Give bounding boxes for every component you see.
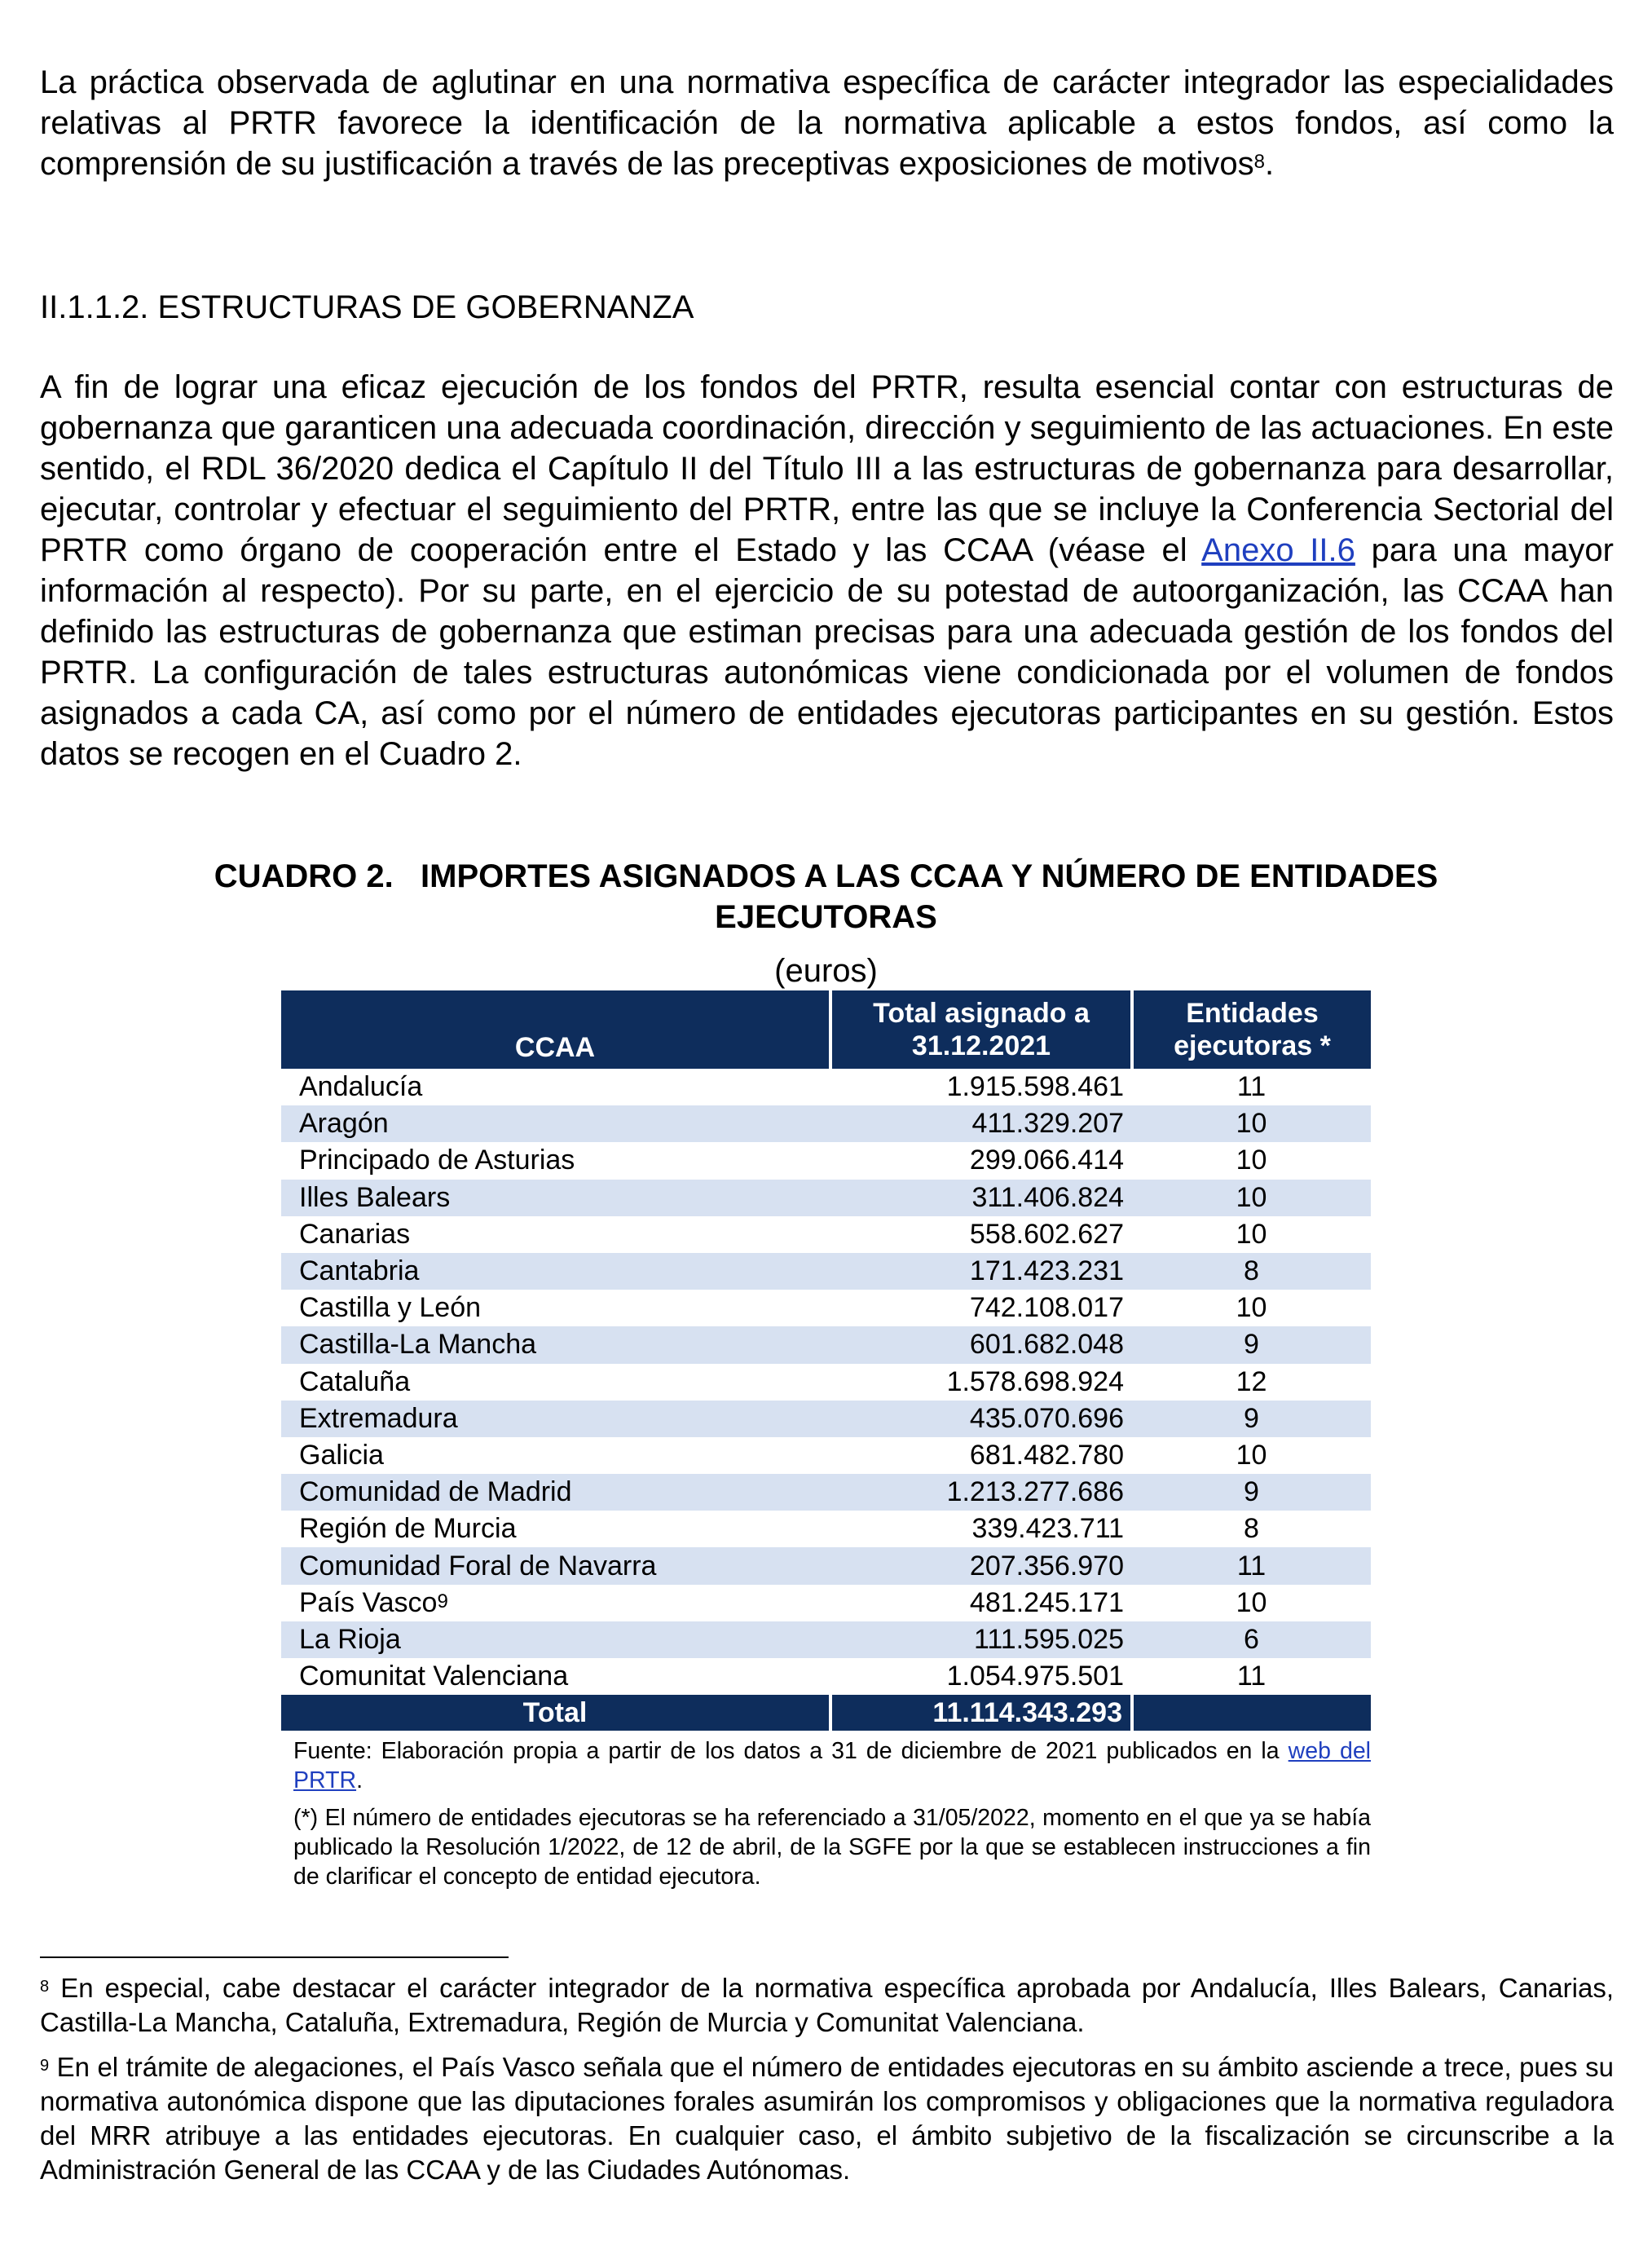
footnote-ref-9[interactable]: 9 (437, 1590, 448, 1612)
row-amount: 1.054.975.501 (946, 1661, 1124, 1692)
table-row (281, 1474, 1371, 1511)
row-count: 10 (1236, 1145, 1267, 1176)
row-count: 10 (1236, 1439, 1267, 1471)
table-row (281, 1621, 1371, 1658)
row-name: Comunitat Valenciana (299, 1661, 569, 1692)
footnote-8 (40, 1971, 1614, 2040)
row-name: Comunidad Foral de Navarra (281, 1547, 830, 1584)
row-amount: 111.595.025 (830, 1621, 1132, 1658)
table-row (281, 1547, 1371, 1584)
prtr-web-link[interactable]: web del PRTR (293, 1738, 1372, 1793)
table-title-line-1: CUADRO 2. IMPORTES ASIGNADOS A LAS CCAA Y NÚMERO DE ENTIDADES (214, 858, 1438, 894)
asterisk-note: (*) El número de entidades ejecutoras se ha referenciado a 31/05/2022, momento en el que ya se había publicado la Resolución 1/2022, de 12 de abril, de la SGFE por la que se establecen instrucciones a fin de clarificar el concepto de entidad ejecutora. (293, 1805, 1371, 1890)
row-name: La Rioja (281, 1621, 830, 1658)
header-total-line-1: Total asignado a (873, 998, 1090, 1029)
row-amount: 601.682.048 (830, 1326, 1132, 1363)
row-count: 10 (1132, 1105, 1371, 1142)
total-count (1132, 1695, 1371, 1731)
intro-paragraph-text: La práctica observada de aglutinar en una normativa específica de carácter integrador las especialidades relativas al PRTR favorece la identificación de la normativa aplicable a estos fondos, así como la comprensión de su justificación a través de las preceptivas exposiciones de motivos (40, 64, 1614, 182)
row-amount: 481.245.171 (969, 1586, 1124, 1618)
intro-paragraph-end: . (1265, 146, 1275, 182)
table-row (281, 1069, 1371, 1105)
table-row (281, 1585, 1371, 1621)
row-name: Galicia (299, 1439, 384, 1471)
row-amount: 681.482.780 (969, 1439, 1124, 1471)
table-row (281, 1364, 1371, 1401)
section-heading: II.1.1.2. ESTRUCTURAS DE GOBERNANZA (40, 289, 694, 325)
row-amount: 435.070.696 (830, 1401, 1132, 1437)
row-name: Cataluña (299, 1365, 411, 1397)
intro-paragraph (40, 62, 1614, 184)
row-count: 11 (1236, 1071, 1267, 1103)
row-amount: 299.066.414 (969, 1145, 1124, 1176)
annex-link[interactable]: Anexo II.6 (1201, 532, 1355, 568)
row-name: Illes Balears (281, 1180, 830, 1216)
footnote-divider (40, 1956, 509, 1958)
total-label: Total (281, 1695, 830, 1731)
footnote-ref-8[interactable]: 8 (1253, 151, 1266, 173)
row-amount: 1.578.698.924 (946, 1365, 1124, 1397)
table-unit: (euros) (774, 953, 878, 989)
row-name: Principado de Asturias (299, 1145, 575, 1176)
row-count: 9 (1132, 1326, 1371, 1363)
source-end: . (356, 1767, 363, 1793)
table-row (281, 1253, 1371, 1290)
table-title (114, 856, 1538, 937)
row-count: 9 (1132, 1401, 1371, 1437)
row-count: 11 (1236, 1661, 1267, 1692)
table-source-note (293, 1736, 1371, 1795)
row-name (281, 1585, 830, 1621)
total-row (281, 1695, 1371, 1731)
table-row (281, 1401, 1371, 1437)
row-count: 10 (1132, 1180, 1371, 1216)
header-total-line-2: 31.12.2021 (911, 1030, 1051, 1061)
source-text: Fuente: Elaboración propia a partir de los datos a 31 de diciembre de 2021 publicados en la (293, 1738, 1280, 1764)
row-count: 8 (1132, 1253, 1371, 1290)
row-amount: 207.356.970 (830, 1547, 1132, 1584)
table-row (281, 1105, 1371, 1142)
row-name: Andalucía (299, 1071, 423, 1103)
row-count: 9 (1132, 1474, 1371, 1511)
row-amount: 411.329.207 (830, 1105, 1132, 1142)
row-count: 10 (1236, 1586, 1267, 1618)
row-name: Castilla y León (299, 1292, 482, 1324)
governance-paragraph (40, 367, 1614, 774)
table-row (281, 1180, 1371, 1216)
row-amount: 742.108.017 (969, 1292, 1124, 1324)
row-count: 8 (1244, 1513, 1259, 1545)
row-count: 10 (1236, 1292, 1267, 1324)
row-count: 10 (1236, 1218, 1267, 1250)
footnote-text: En el trámite de alegaciones, el País Vasco señala que el número de entidades ejecutoras en su ámbito asciende a trece, pues su normativa autonómica dispone que las diputaciones forales asumirán los compromisos y obligaciones que la normativa reguladora del MRR atribuye a las entidades ejecutoras. En cualquier caso, el ámbito subjetivo de la fiscalización se circunscribe a la Administración General de las CCAA y de las Ciudades Autónomas. (40, 2052, 1614, 2185)
row-name: Región de Murcia (299, 1513, 517, 1545)
row-amount: 558.602.627 (969, 1218, 1124, 1250)
row-count: 6 (1132, 1621, 1371, 1658)
row-name: Castilla-La Mancha (281, 1326, 830, 1363)
table-row (281, 1437, 1371, 1474)
allocation-table (281, 990, 1371, 1731)
row-amount: 1.213.277.686 (830, 1474, 1132, 1511)
row-name: Cantabria (281, 1253, 830, 1290)
row-amount: 339.423.711 (971, 1513, 1124, 1545)
table-row (281, 1326, 1371, 1363)
row-name: Comunidad de Madrid (281, 1474, 830, 1511)
table-row (281, 1216, 1371, 1253)
row-count: 11 (1132, 1547, 1371, 1584)
footnote-number: 9 (40, 2057, 50, 2075)
table-row (281, 1658, 1371, 1695)
table-row (281, 1142, 1371, 1179)
header-entities (1132, 990, 1371, 1069)
row-amount: 311.406.824 (830, 1180, 1132, 1216)
table-row (281, 1290, 1371, 1326)
table-row (281, 1511, 1371, 1547)
row-name: Extremadura (281, 1401, 830, 1437)
header-ccaa: CCAA (281, 990, 830, 1069)
row-count: 12 (1236, 1365, 1267, 1397)
footnote-9 (40, 2050, 1614, 2187)
header-entities-line-1: Entidades (1186, 998, 1319, 1029)
table-title-line-2: EJECUTORAS (715, 899, 937, 935)
total-amount: 11.114.343.293 (830, 1695, 1132, 1731)
row-name: Canarias (299, 1218, 411, 1250)
governance-text-after-link: para una mayor información al respecto). Por su parte, en el ejercicio de su potestad de autoorganización, las CCAA han definido las estructuras de gobernanza que estiman precisas para una adecuada gestión de los fondos del PRTR. La configuración de tales estructuras autonómicas viene condicionada por el volumen de fondos asignados a cada CA, así como por el número de entidades ejecutoras participantes en su gestión. Estos datos se recogen en el Cuadro 2. (40, 532, 1614, 772)
row-name: Aragón (281, 1105, 830, 1142)
row-amount: 171.423.231 (830, 1253, 1132, 1290)
header-total-assigned (830, 990, 1132, 1069)
row-amount: 1.915.598.461 (946, 1071, 1124, 1103)
footnote-text: En especial, cabe destacar el carácter integrador de la normativa específica aprobada por Andalucía, Illes Balears, Canarias, Castilla-La Mancha, Cataluña, Extremadura, Región de Murcia y Comunitat Valenciana. (40, 1973, 1614, 2037)
governance-text-before-link: A fin de lograr una eficaz ejecución de los fondos del PRTR, resulta esencial contar con estructuras de gobernanza que garanticen una adecuada coordinación, dirección y seguimiento de las actuaciones. En este sentido, el RDL 36/2020 dedica el Capítulo II del Título III a las estructuras de gobernanza para desarrollar, ejecutar, controlar y efectuar el seguimiento del PRTR, entre las que se incluye la Conferencia Sectorial del PRTR como órgano de cooperación entre el Estado y las CCAA (véase el (40, 369, 1614, 568)
header-entities-line-2: ejecutoras * (1174, 1030, 1331, 1061)
row-name-text: País Vasco (299, 1586, 438, 1618)
table-header-row (281, 990, 1371, 1069)
footnote-number: 8 (40, 1978, 50, 1996)
